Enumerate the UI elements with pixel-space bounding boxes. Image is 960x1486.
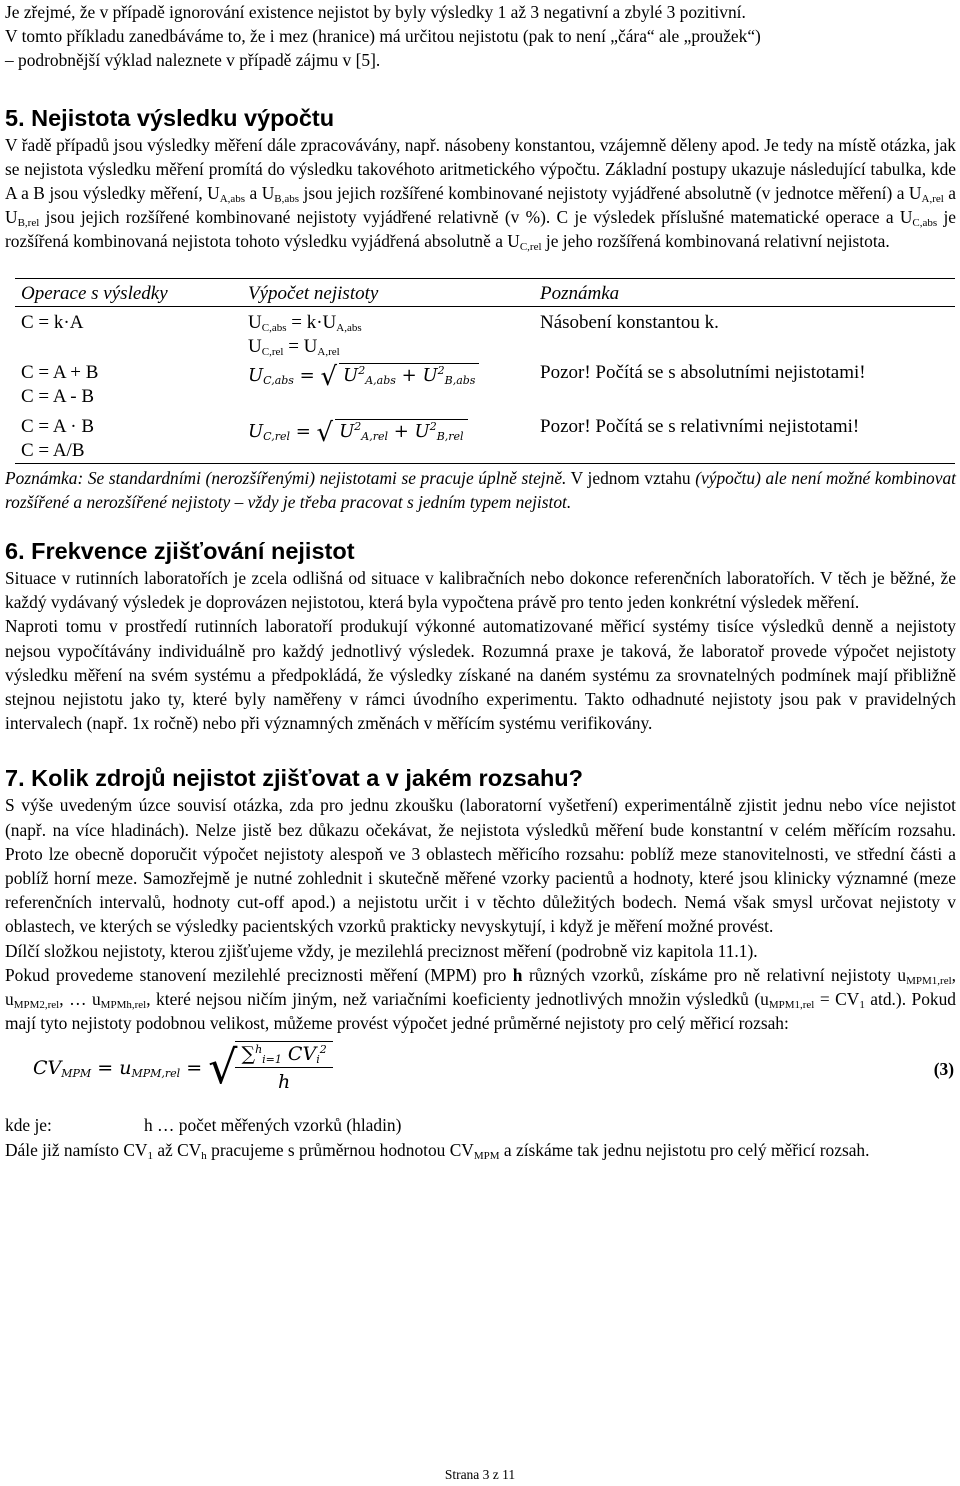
header-operation: Operace s výsledky <box>15 278 242 306</box>
section-5-paragraph: V řadě případů jsou výsledky měření dále zpracovávány, např. násobeny konstantou, vzájemně děleny apod. Je tedy na místě otázka, jak se nejistota výsledku měření promítá do výsledku takovéhoto aritmetického výpočtu. Základní postupy ukazuje následující tabulka, kde A a B jsou výsledky měření, $U_{A,abs}$ a $U_{B,abs}$ jsou jejich rozšířené kombinované nejistoty vyjádřené absolutně (v jednotce měření) a $U_{A,rel}$ a $U_{B,rel}$ jsou jejich rozšířené kombinované nejistoty vyjádřené relativně (v %). C je výsledek příslušné matematické operace a $U_{C,abs}$ je rozšířená kombinovaná nejistota tohoto výsledku vyjádřená absolutně a $U_{C,rel}$ je jeho rozšířená kombinovaná relativní nejistota. <box>5 134 956 254</box>
page-footer: Strana 3 z 11 <box>444 1467 516 1482</box>
note-multiply-constant: Násobení konstantou k. <box>540 311 719 333</box>
table-row <box>15 409 955 464</box>
formula-absolute: $U_{C,abs}$ = √ $U^2_{A,abs} + U^2_{B,abs}$ <box>242 359 534 409</box>
calc-multiply-constant: $U_{C,abs} = k\cdot U_{A,abs}$ $U_{C,rel} = U_{A,rel}$ <box>248 311 362 358</box>
section-5-heading: 5. Nejistota výsledku výpočtu <box>5 104 335 131</box>
section-6-paragraph-1: Situace v rutinních laboratořích je zcela odlišná od situace v kalibračních nebo dokonce referenčních laboratořích. V těch je běžné, že každý vydávaný výsledek je doprovázen nejistotou, která byla vypočtena právě pro tento jeden konkrétní výsledek měření. <box>5 568 956 613</box>
equation-3: $CV_{MPM} = u_{MPM,rel}$ = √ $\frac{\sum^h_{i=1} CV_i^2}{h}$ (3) <box>33 1040 954 1095</box>
table-row <box>15 359 955 409</box>
section-6-heading: 6. Frekvence zjišťování nejistot <box>5 538 355 565</box>
header-note: Poznámka <box>534 278 955 306</box>
section-7-paragraph-4: Dále již namísto $CV_1$ až $CV_h$ pracujeme s průměrnou hodnotou $CV_{MPM}$ a získáme tak jednu nejistotu pro celý měřicí rozsah. <box>5 1139 870 1162</box>
formula-relative: $U_{C,rel}$ = √ $U^2_{A,rel} + U^2_{B,rel}$ <box>242 409 534 464</box>
equation-number: (3) <box>933 1059 954 1080</box>
intro-line-1: Je zřejmé, že v případě ignorování existence nejistot by byly výsledky 1 až 3 negativní a zbylé 3 pozitivní. <box>5 2 746 22</box>
section-7-paragraph-1: S výše uvedeným úzce souvisí otázka, zda pro jednu zkoušku (laboratorní vyšetření) experimentálně zjistit jednu nebo více nejistot (např. na více hladinách). Nelze jistě bez důkazu očekávat, že nejistota výsledků měření bude konstantní v celém měřícím rozsahu. Proto lze obecně doporučit výpočet nejistoty alespoň ve 3 oblastech měřicího rozsahu: poblíž meze stanovitelnosti, ve střední části a poblíž horní meze. Samozřejmě je nutné zohlednit i skutečně měřené vzorky pacientů a hodnoty, které jsou klinicky významné (meze referenčních intervalů, hodnoty cut-off apod.) a nejistotu určit i v těchto důležitých bodech. Nemá však smysl určovat nejistoty v oblastech, ve kterých se výsledky pacientských vzorků prakticky nevyskytují, i když je měření možné provést. <box>5 795 956 937</box>
uncertainty-operations-table <box>15 278 955 466</box>
table-header-row <box>15 278 955 306</box>
section-7-heading: 7. Kolik zdrojů nejistot zjišťovat a v jakém rozsahu? <box>5 765 584 792</box>
note-absolute: Pozor! Počítá se s absolutními nejistotami! <box>540 361 866 383</box>
section-6-paragraph-2: Naproti tomu v prostředí rutinních laboratoří produkují výkonné automatizované měřicí systémy tisíce výsledků denně a nejistoty nejsou vypočítávány individuálně pro každý jednotlivý výsledek. Rozumná praxe je taková, že laboratoř provede výpočet nejistoty výsledku měření na svém systému a předpokládá, že výsledky získané na daném systému za srovnatelných podmínek mají přibližně stejnou nejistotu jako ty, které byly naměřeny v rámci úvodního experimentu. Takto odhadnuté nejistoty jsou pak v pravidelných intervalech (např. 1x ročně) nebo při významných změnách v měřícím systému verifikovány. <box>5 616 956 734</box>
section-7-paragraph-3: Pokud provedeme stanovení mezilehlé preciznosti měření (MPM) pro h různých vzorků, získáme pro ně relativní nejistoty $u_{MPM1,rel}$, $u_{MPM2,rel}$, … $u_{MPMh,rel}$, které nejsou ničím jiným, než variačními koeficienty jednotlivých množin výsledků ($u_{MPM1,rel} = CV_1$ atd.). Pokud mají tyto nejistoty podobnou velikost, můžeme provést výpočet jedné průměrné nejistoty pro celý měřicí rozsah: <box>5 964 956 1034</box>
op-multiply-divide: C = A · B C = A/B <box>21 415 95 461</box>
where-line: kde je: h … počet měřených vzorků (hladin) <box>5 1115 402 1136</box>
table-footnote: Poznámka: Se standardními (nerozšířenými) nejistotami se pracuje úplně stejně. V jednom vztahu (výpočtu) ale není možné kombinovat rozšířené a nerozšířené nejistoty – vždy je třeba pracovat s jedním typem nejistot. <box>5 467 956 512</box>
table-row <box>15 306 955 359</box>
op-multiply-constant: C = k·A <box>21 311 84 333</box>
note-relative: Pozor! Počítá se s relativními nejistotami! <box>540 415 860 437</box>
header-calculation: Výpočet nejistoty <box>242 278 534 306</box>
op-add-subtract: C = A + B C = A - B <box>21 361 99 407</box>
intro-line-3: – podrobnější výklad naleznete v případě zájmu v [5]. <box>5 50 381 71</box>
intro-line-2: V tomto příkladu zanedbáváme to, že i mez (hranice) má určitou nejistotu (pak to není „čára“ ale „proužek“) <box>5 26 761 47</box>
section-7-paragraph-2: Dílčí složkou nejistoty, kterou zjišťujeme vždy, je mezilehlá preciznost měření (podrobně viz kapitola 11.1). <box>5 940 758 961</box>
